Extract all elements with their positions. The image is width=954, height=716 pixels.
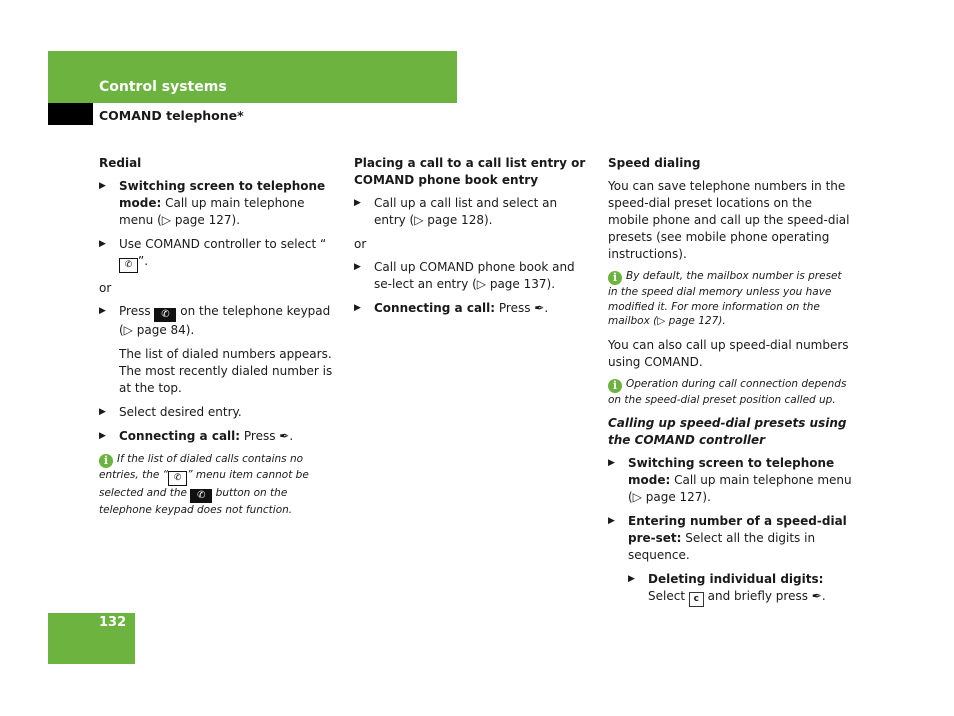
info-note: i If the list of dialed calls contains no entries, the “ ✆ ” menu item cannot be selected and the ✆ button on the telephone keypad does not function. [99, 453, 309, 516]
phone-icon: ✆ [168, 471, 187, 486]
paragraph: You can save telephone numbers in the speed-dial preset locations on the mobile phone and call up the speed-dial presets (see mobile phone operating instructions). [608, 179, 850, 261]
bullet-icon: ▶ [608, 458, 615, 468]
list-item: ▶ Connecting a call: Press ✒. [99, 429, 294, 443]
list-item: ▶ Deleting individual digits: Select c and briefly press ✒. [608, 571, 853, 607]
header-band [48, 51, 457, 103]
list-item: ▶ Call up COMAND phone book and se-lect an entry (▷ page 137). [354, 260, 575, 291]
list-item: ▶ Select desired entry. [99, 405, 242, 419]
controller-icon: ✒ [811, 589, 822, 603]
phone-button-icon: ✆ [190, 489, 212, 503]
info-icon: i [608, 379, 622, 393]
controller-icon: ✒ [534, 301, 545, 315]
speed-dialing-heading: Speed dialing [608, 156, 701, 170]
list-item: ▶ Switching screen to telephone mode: Call up main telephone menu (▷ page 127). [608, 456, 852, 504]
info-note: i Operation during call connection depends on the speed-dial preset position called up. [608, 377, 847, 406]
list-item: ▶ Switching screen to telephone mode: Call up main telephone menu (▷ page 127). [99, 179, 326, 227]
column-2 [354, 155, 589, 324]
bullet-icon: ▶ [354, 198, 361, 208]
or-text: or [354, 237, 367, 251]
column-1 [99, 155, 339, 526]
list-item: ▶ Use COMAND controller to select “✆ ”. [99, 236, 339, 273]
list-item: ▶ Call up a call list and select an entry (▷ page 128). [354, 196, 558, 227]
phone-button-icon: ✆ [154, 308, 176, 322]
bullet-icon: ▶ [608, 516, 615, 526]
info-icon: i [99, 454, 113, 468]
list-item: ▶ Press ✆ on the telephone keypad (▷ page 84). [99, 304, 331, 337]
subsection-title: COMAND telephone* [99, 108, 244, 123]
list-item: ▶ Connecting a call: Press ✒. [354, 301, 549, 315]
bullet-icon: ▶ [99, 407, 106, 417]
bullet-icon: ▶ [99, 306, 106, 316]
c-key-icon: c [689, 592, 704, 607]
section-marker [48, 103, 93, 125]
page-number: 132 [99, 615, 127, 630]
speed-dial-subheading: Calling up speed-dial presets using the COMAND controller [608, 416, 847, 447]
phone-icon: ✆ [119, 258, 138, 273]
paragraph: You can also call up speed-dial numbers using COMAND. [608, 337, 849, 369]
info-icon: i [608, 271, 622, 285]
list-item: ▶ Entering number of a speed-dial pre-set: Select all the digits in sequence. [608, 514, 847, 562]
bullet-icon: ▶ [99, 181, 106, 191]
bullet-icon: ▶ [354, 303, 361, 313]
bullet-icon: ▶ [99, 431, 106, 441]
bullet-icon: ▶ [99, 239, 106, 249]
section-title: Control systems [99, 79, 227, 95]
bullet-icon: ▶ [354, 262, 361, 272]
redial-heading: Redial [99, 156, 142, 170]
call-list-heading: Placing a call to a call list entry or COMAND phone book entry [354, 156, 586, 187]
result-text: The list of dialed numbers appears. The most recently dialed number is at the top. [119, 347, 333, 395]
or-text: or [99, 281, 112, 295]
bullet-icon: ▶ [628, 574, 635, 584]
info-note: i By default, the mailbox number is preset in the speed dial memory unless you have modified it. For more information on the mailbox (▷ page 127). [608, 270, 842, 327]
controller-icon: ✒ [279, 429, 290, 443]
column-3 [608, 155, 853, 614]
